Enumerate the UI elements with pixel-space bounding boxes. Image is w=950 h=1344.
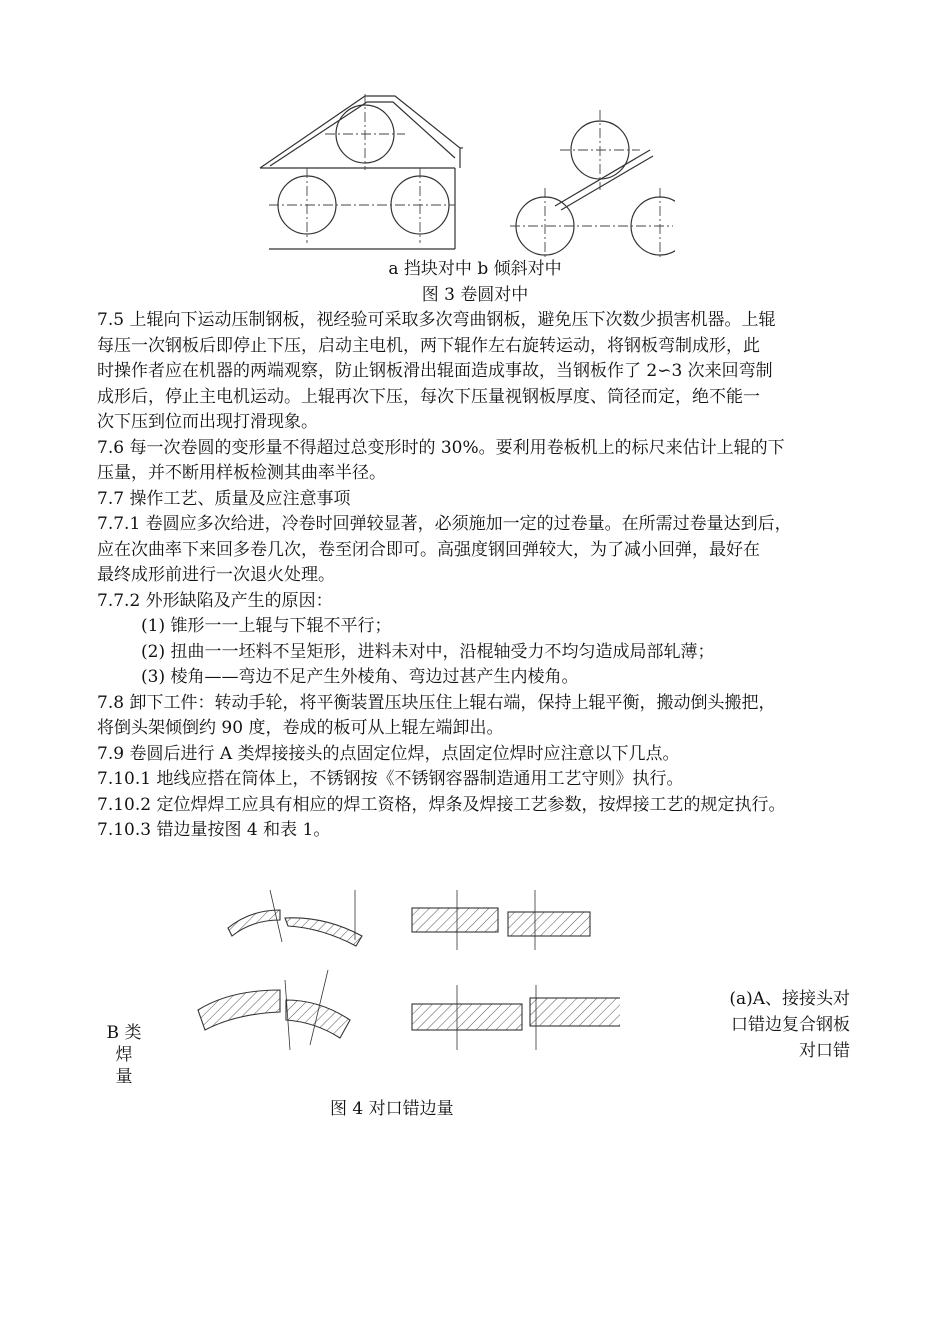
paragraph-line: 成形后，停止主电机运动。上辊再次下压，每次下压量视钢板厚度、筒径而定，绝不能一 (97, 386, 760, 407)
paragraph-line: 7.10.1 地线应搭在筒体上，不锈钢按《不锈钢容器制造通用工艺守则》执行。 (97, 769, 684, 789)
label-line: 焊 (115, 1045, 133, 1065)
paragraph-line: 7.6 每一次卷圆的变形量不得超过总变形时的 30%。要利用卷板机上的标尺来估计上辊的下 (97, 437, 785, 458)
paragraph-line: 次下压到位而出现打滑现象。 (97, 412, 318, 432)
list-item: (3) 棱角——弯边不足产生外棱角、弯边过甚产生内棱角。 (141, 667, 579, 687)
paragraph-line: 7.9 卷圆后进行 A 类焊接接头的点固定位焊，点固定位焊时应注意以下几点。 (97, 743, 680, 764)
figure-3-rolling-alignment-diagram (255, 88, 675, 258)
label-line: (a)A、接接头对 (729, 989, 850, 1009)
paragraph-line: 每压一次钢板后即停止下压，启动主电机，两下辊作左右旋转运动，将钢板弯制成形，此 (97, 335, 760, 356)
figure-4-caption: 图 4 对口错边量 (330, 1099, 454, 1119)
figure-3-caption: 图 3 卷圆对中 (421, 285, 529, 305)
paragraph-line: 应在次曲率下来回多卷几次，卷至闭合即可。高强度钢回弹较大，为了减小回弹，最好在 (97, 539, 760, 560)
label-line: 量 (115, 1067, 133, 1087)
list-item: (2) 扭曲一一坯料不呈矩形，进料未对中，沿棍轴受力不均匀造成局部轧薄； (141, 641, 715, 662)
paragraph-line: 7.10.3 错边量按图 4 和表 1。 (97, 820, 331, 840)
body-text (97, 308, 897, 844)
list-item: (1) 锥形一一上辊与下辊不平行； (141, 616, 392, 636)
paragraph-line: 压量，并不断用样板检测其曲率半径。 (97, 463, 386, 483)
paragraph-line: 7.5 上辊向下运动压制钢板，视经验可采取多次弯曲钢板，避免压下次数少损害机器。上辊 (97, 310, 776, 330)
paragraph-line: 7.7 操作工艺、质量及应注意事项 (97, 488, 351, 509)
label-line: B 类 (106, 1023, 142, 1043)
figure-3-subcaption: a 挡块对中 b 倾斜对中 (388, 259, 562, 279)
figure-4-right-label (700, 986, 850, 1064)
paragraph-line: 最终成形前进行一次退火处理。 (97, 565, 335, 585)
paragraph-line: 时操作者应在机器的两端观察，防止钢板滑出辊面造成事故，当钢板作了 2∽3 次来回弯制 (97, 361, 773, 381)
figure-4-left-label (100, 1022, 148, 1088)
paragraph-line: 7.7.1 卷圆应多次给进，冷卷时回弹较显著，必须施加一定的过卷量。在所需过卷量达到后， (97, 514, 792, 534)
paragraph-line: 7.10.2 定位焊焊工应具有相应的焊工资格，焊条及焊接工艺参数，按焊接工艺的规定执行。 (97, 794, 786, 815)
paragraph-line: 7.8 卸下工件：转动手轮，将平衡装置压块压住上辊右端，保持上辊平衡，搬动倒头搬把， (97, 692, 776, 713)
label-line: 口错边复合钢板 (731, 1015, 850, 1035)
paragraph-line: 7.7.2 外形缺陷及产生的原因： (97, 590, 333, 611)
figure-4-misalignment-diagram (190, 880, 620, 1060)
label-line: 对口错 (799, 1041, 850, 1061)
paragraph-line: 将倒头架倾倒约 90 度，卷成的板可从上辊左端卸出。 (97, 718, 504, 738)
